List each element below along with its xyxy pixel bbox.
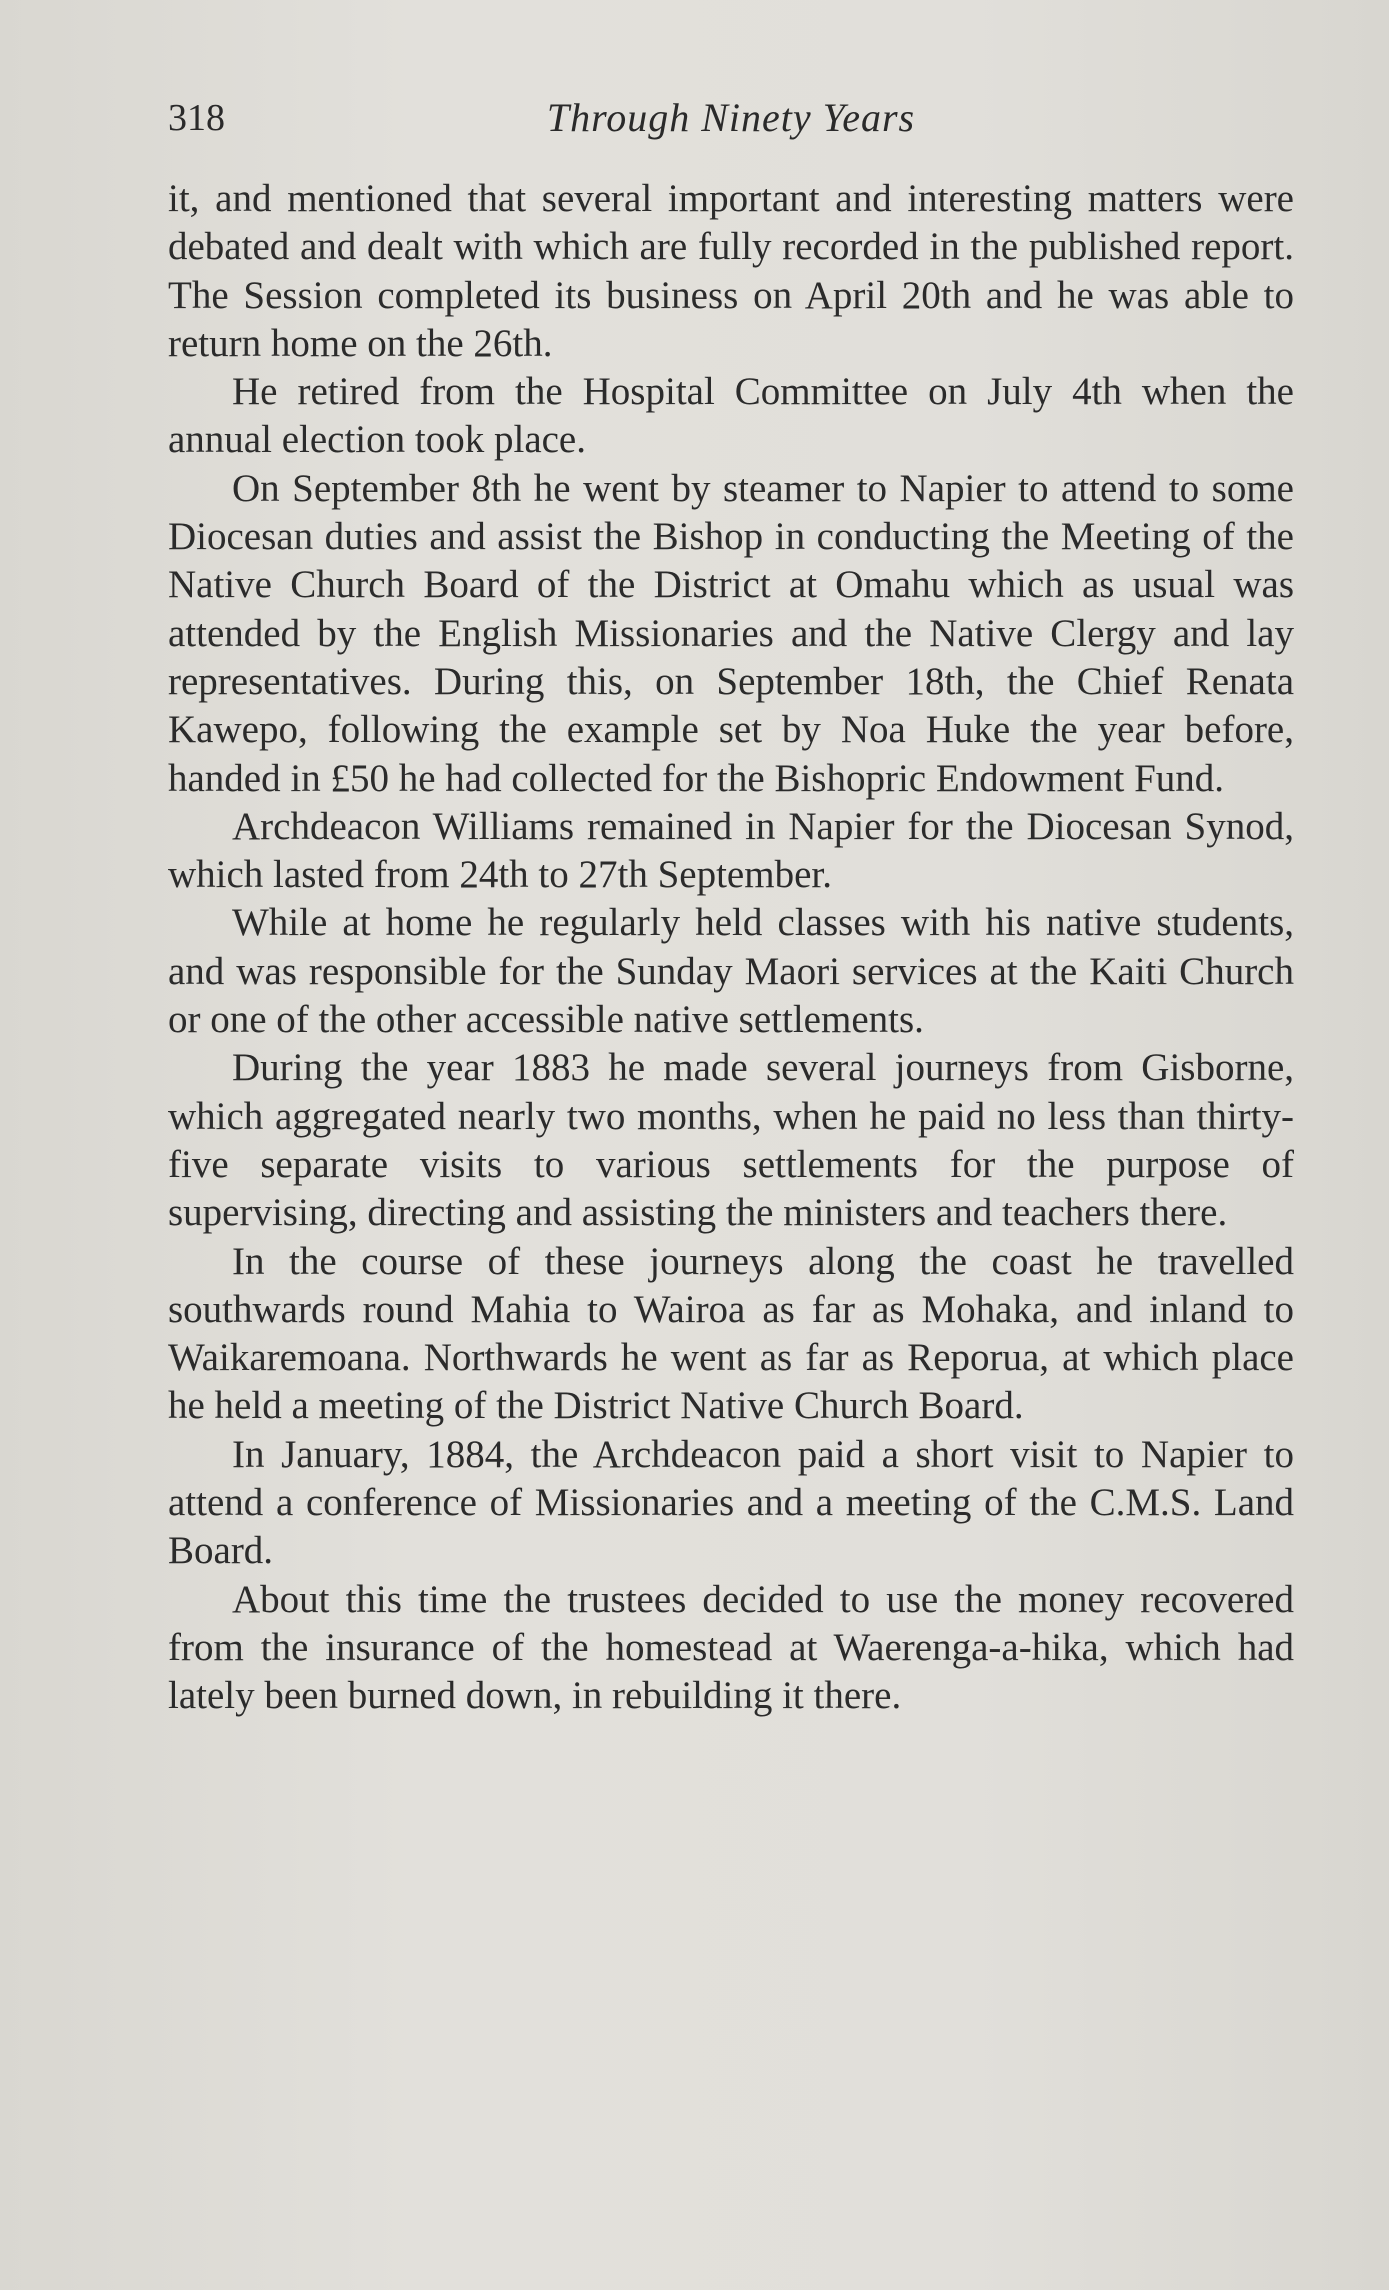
paragraph-continued: it, and mentioned that several important and interesting matters were debated and dealt with which are fully recorded in the published report. The Session completed its business on April 20th and he was able to return home on the 26th.: [168, 177, 1294, 365]
paragraph: During the year 1883 he made several journeys from Gisborne, which aggregated nearly two months, when he paid no less than thirty-five separate visits to various settlements for the purpose of supervising, directing and assisting the ministers and teachers there.: [168, 1046, 1294, 1235]
paragraph: In the course of these journeys along the coast he travelled southwards round Mahia to Wairoa as far as Mohaka, and inland to Waikaremoana. Northwards he went as far as Reporua, at which place he held a meeting of the District Native Church Board.: [168, 1239, 1294, 1428]
paragraph: About this time the trustees decided to use the money recovered from the insurance of the homestead at Waerenga-a-hika, which had lately been burned down, in rebuilding it there.: [168, 1577, 1294, 1718]
running-title: Through Ninety Years: [546, 95, 916, 140]
paragraph: He retired from the Hospital Committee on July 4th when the annual election took place.: [168, 370, 1294, 462]
page-header: [168, 92, 1294, 152]
page-number: 318: [168, 97, 225, 139]
paragraph: Archdeacon Williams remained in Napier for the Diocesan Synod, which lasted from 24th to 27th September.: [168, 804, 1294, 897]
paragraph: In January, 1884, the Archdeacon paid a short visit to Napier to attend a conference of Missionaries and a meeting of the C.M.S. Land Board.: [168, 1432, 1294, 1573]
body-text: [168, 175, 1294, 1721]
paragraph: While at home he regularly held classes with his native students, and was responsible for the Sunday Maori services at the Kaiti Church or one of the other accessible native settlements.: [168, 901, 1294, 1042]
paragraph: On September 8th he went by steamer to Napier to attend to some Diocesan duties and assist the Bishop in conducting the Meeting of the Native Church Board of the District at Omahu which as usual was attended by the English Missionaries and the Native Clergy and lay representatives. During this, on September 18th, the Chief Renata Kawepo, following the example set by Noa Huke the year before, handed in £50 he had collected for the Bishopric Endowment Fund.: [168, 466, 1294, 800]
